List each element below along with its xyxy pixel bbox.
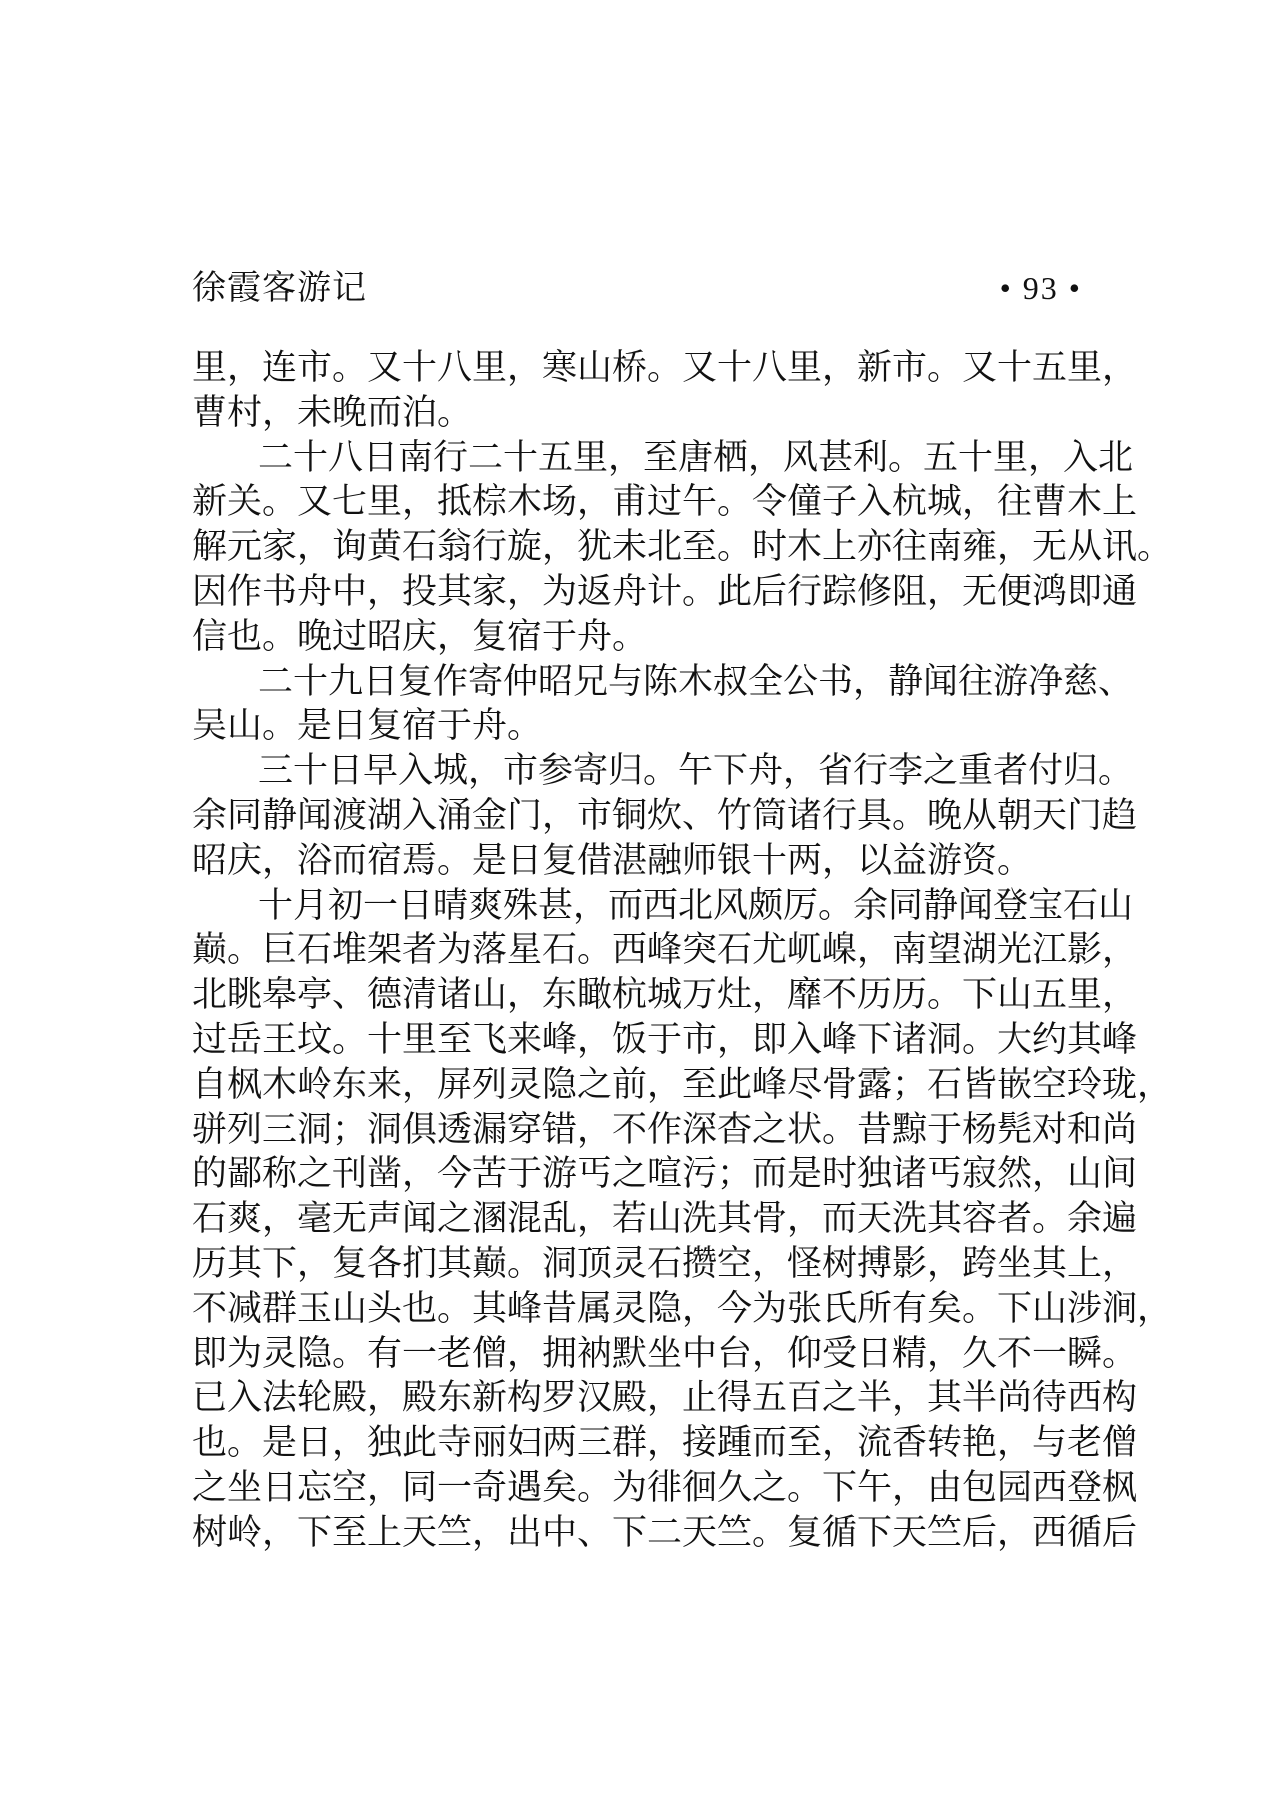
text-line: 已入法轮殿，殿东新构罗汉殿，止得五百之半，其半尚待西构 <box>192 1378 1138 1419</box>
text-line: 骈列三洞；洞俱透漏穿错，不作深杳之状。昔黥于杨髡对和尚 <box>192 1109 1138 1150</box>
text-line: 巅。巨石堆架者为落星石。西峰突石尤屼嵲，南望湖光江影， <box>192 930 1138 971</box>
running-head <box>192 263 1082 313</box>
text-line: 里，连市。又十八里，寒山桥。又十八里，新市。又十五里， <box>192 348 1138 388</box>
text-line: 的鄙称之刊凿，今苦于游丐之喧污；而是时独诸丐寂然，山间 <box>192 1154 1138 1195</box>
body-text <box>192 346 1173 1556</box>
text-line: 自枫木岭东来，屏列灵隐之前，至此峰尽骨露；石皆嵌空玲珑， <box>192 1064 1173 1105</box>
text-line: 二十九日复作寄仲昭兄与陈木叔全公书，静闻往游净慈、 <box>258 661 1134 702</box>
text-line: 曹村，未晚而泊。 <box>192 392 473 433</box>
text-line: 解元家，询黄石翁行旋，犹未北至。时木上亦往南雍，无从讯。 <box>192 527 1173 568</box>
text-line: 石爽，毫无声闻之溷混乱，若山洗其骨，而天洗其容者。余遍 <box>192 1199 1138 1240</box>
text-line: 即为灵隐。有一老僧，拥衲默坐中台，仰受日精，久不一瞬。 <box>192 1333 1138 1374</box>
text-line: 树岭，下至上天竺，出中、下二天竺。复循下天竺后，西循后 <box>192 1512 1138 1553</box>
text-line: 二十八日南行二十五里，至唐栖，风甚利。五十里，入北 <box>258 437 1134 478</box>
text-line: 也。是日，独此寺丽妇两三群，接踵而至，流香转艳，与老僧 <box>192 1423 1138 1464</box>
text-line: 新关。又七里，抵棕木场，甫过午。令僮子入杭城，往曹木上 <box>192 482 1138 523</box>
text-line: 因作书舟中，投其家，为返舟计。此后行踪修阻，无便鸿即通 <box>192 571 1138 612</box>
text-line: 三十日早入城，市参寄归。午下舟，省行李之重者付归。 <box>258 751 1134 792</box>
text-line: 十月初一日晴爽殊甚，而西北风颇厉。余同静闻登宝石山 <box>258 885 1134 926</box>
text-line: 吴山。是日复宿于舟。 <box>192 706 543 747</box>
text-line: 之坐日忘空，同一奇遇矣。为徘徊久之。下午，由包园西登枫 <box>192 1467 1138 1508</box>
text-line: 历其下，复各扪其巅。洞顶灵石攒空，怪树搏影，跨坐其上， <box>192 1243 1138 1284</box>
book-title: 徐霞客游记 <box>192 268 367 308</box>
text-line: 信也。晚过昭庆，复宿于舟。 <box>192 616 648 657</box>
text-line: 余同静闻渡湖入涌金门，市铜炊、竹筒诸行具。晚从朝天门趋 <box>192 795 1138 836</box>
text-line: 过岳王坟。十里至飞来峰，饭于市，即入峰下诸洞。大约其峰 <box>192 1019 1138 1060</box>
text-line: 不减群玉山头也。其峰昔属灵隐，今为张氏所有矣。下山涉涧， <box>192 1288 1173 1329</box>
page-number: • 93 • <box>999 270 1082 306</box>
text-line: 北眺皋亭、德清诸山，东瞰杭城万灶，靡不历历。下山五里， <box>192 975 1138 1016</box>
text-line: 昭庆，浴而宿焉。是日复借湛融师银十两，以益游资。 <box>192 840 1033 881</box>
